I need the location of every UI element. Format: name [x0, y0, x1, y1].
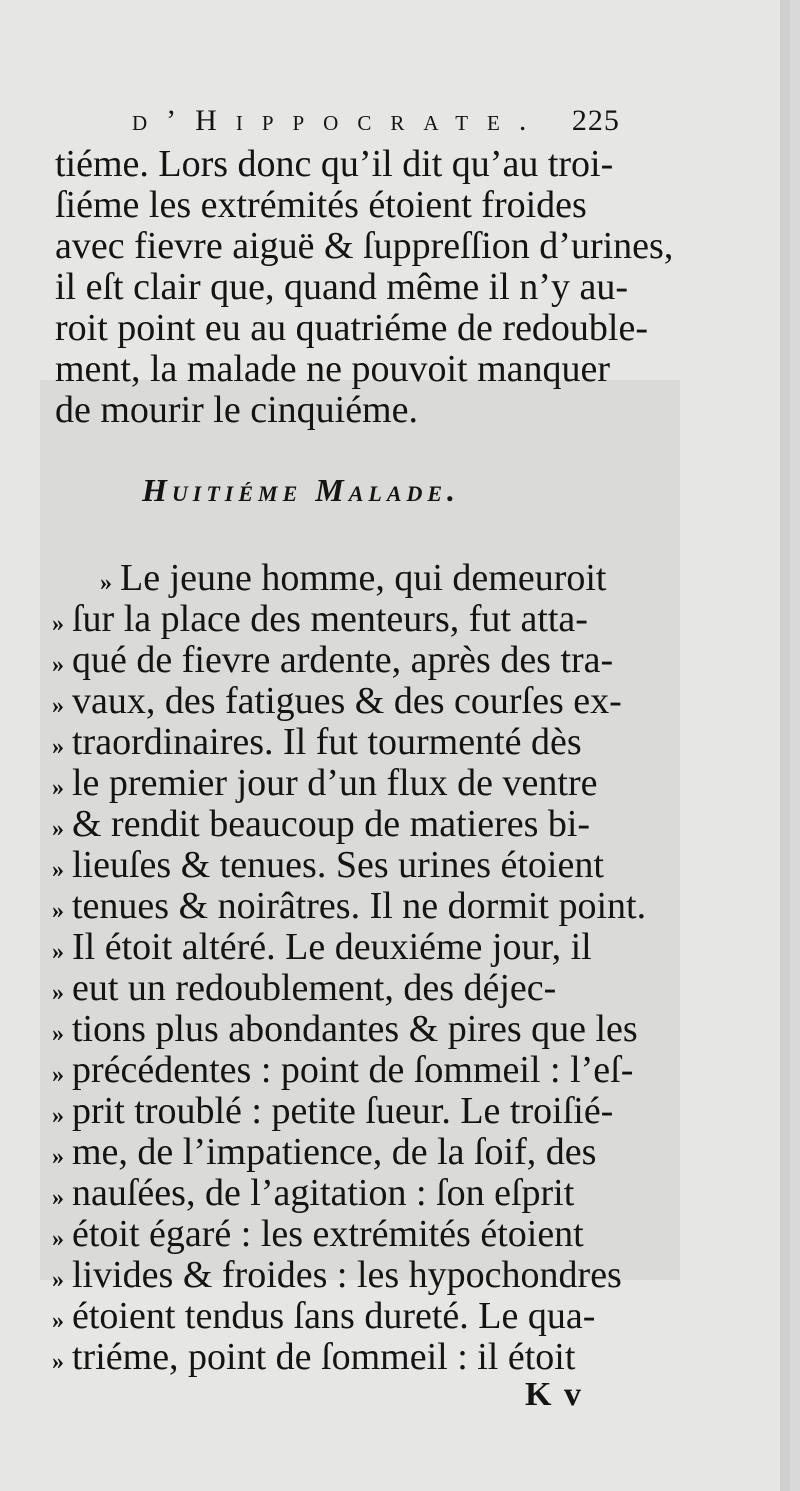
quote-mark: »: [52, 857, 64, 883]
text-line: » me, de l’impatience, de la ſoif, des: [20, 1132, 596, 1177]
text-line: » ſur la place des menteurs, fut atta-: [20, 599, 588, 644]
quote-mark: »: [52, 898, 64, 924]
text-line: » étoit égaré : les extrémités étoient: [20, 1214, 584, 1259]
quote-mark: »: [52, 1185, 64, 1211]
text-line: » Le jeune homme, qui demeuroit: [68, 558, 606, 603]
quote-mark: »: [52, 611, 64, 637]
text-line: » tenues & noirâtres. Il ne dormit point.: [20, 886, 646, 931]
text-line: » triéme, point de ſommeil : il étoit: [20, 1337, 575, 1382]
quote-mark: »: [52, 1226, 64, 1252]
page-number: 225: [571, 104, 620, 137]
section-heading: Huitiéme Malade.: [142, 472, 461, 508]
signature-mark: K v: [525, 1376, 583, 1413]
quote-mark: »: [52, 1062, 64, 1088]
text-line: » précédentes : point de ſommeil : l’eſ-: [20, 1050, 633, 1095]
quote-mark: »: [52, 980, 64, 1006]
quote-mark: »: [52, 1349, 64, 1375]
running-header: [132, 103, 620, 139]
text-line: » le premier jour d’un flux de ventre: [20, 763, 597, 808]
text-line: » tions plus abondantes & pires que les: [20, 1009, 638, 1054]
text-line: » & rendit beaucoup de matieres bi-: [20, 804, 590, 849]
text-line: » livides & froides : les hypochondres: [20, 1255, 622, 1300]
text-line: » qué de fievre ardente, après des tra-: [20, 640, 613, 685]
text-line: » lieuſes & tenues. Ses urines étoient: [20, 845, 604, 890]
quote-mark: »: [52, 816, 64, 842]
text-line: roit point eu au quatriéme de redouble-: [55, 307, 649, 349]
text-line: » prit troublé : petite ſueur. Le troiſié-: [20, 1091, 613, 1136]
quote-mark: »: [52, 1267, 64, 1293]
quote-mark: »: [52, 693, 64, 719]
text-line: il eſt clair que, quand même il n’y au-: [55, 266, 628, 308]
text-line: » Il étoit altéré. Le deuxiéme jour, il: [20, 927, 592, 972]
page-edge: [780, 0, 790, 1491]
quote-mark: »: [52, 1103, 64, 1129]
text-line: » vaux, des fatigues & des courſes ex-: [20, 681, 622, 726]
text-line: ſiéme les extrémités étoient froides: [55, 184, 587, 226]
text-line: ment, la malade ne pouvoit manquer: [55, 348, 611, 390]
text-line: de mourir le cinquiéme.: [55, 389, 418, 431]
text-line: tiéme. Lors donc qu’il dit qu’au troi-: [55, 143, 614, 185]
text-line: » eut un redoublement, des déjec-: [20, 968, 556, 1013]
text-line: avec fievre aiguë & ſuppreſſion d’urines,: [55, 225, 674, 267]
text-line: » nauſées, de l’agitation : ſon eſprit: [20, 1173, 574, 1218]
quote-mark: »: [52, 939, 64, 965]
text-line: » étoient tendus ſans dureté. Le qua-: [20, 1296, 595, 1341]
quote-mark: »: [52, 652, 64, 678]
running-title: d’Hippocrate.: [132, 104, 546, 137]
quote-mark: »: [100, 570, 112, 596]
quote-mark: »: [52, 734, 64, 760]
quote-mark: »: [52, 775, 64, 801]
quote-mark: »: [52, 1021, 64, 1047]
quote-mark: »: [52, 1308, 64, 1334]
text-line: » traordinaires. Il fut tourmenté dès: [20, 722, 582, 767]
quote-mark: »: [52, 1144, 64, 1170]
